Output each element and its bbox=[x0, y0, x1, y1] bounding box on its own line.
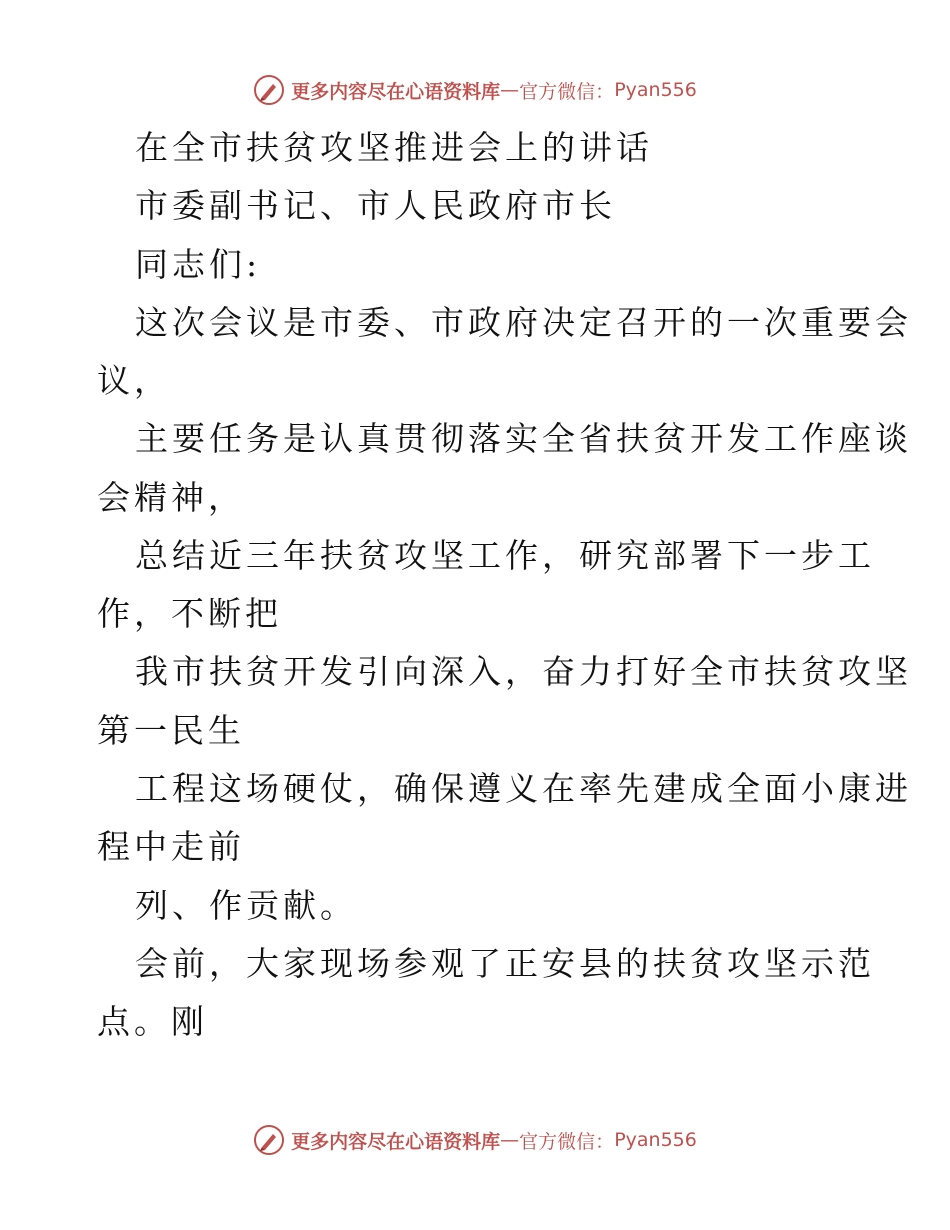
document-line: 这次会议是市委、市政府决定召开的一次重要会 bbox=[135, 303, 912, 342]
document-line: 点。刚 bbox=[97, 1002, 208, 1041]
pen-logo-icon bbox=[253, 1124, 285, 1156]
banner-separator: — bbox=[500, 1129, 520, 1151]
document-line: 会前，大家现场参观了正安县的扶贫攻坚示范 bbox=[135, 944, 875, 983]
footer-banner bbox=[0, 1120, 950, 1160]
banner-wechat-id: Pyan556 bbox=[614, 79, 697, 101]
document-line: 会精神， bbox=[97, 478, 245, 517]
banner-separator: — bbox=[500, 79, 520, 101]
document-line: 总结近三年扶贫攻坚工作，研究部署下一步工 bbox=[135, 536, 875, 575]
banner-brand-text: 更多内容尽在心语资料库 bbox=[291, 1130, 501, 1153]
document-line: 第一民生 bbox=[97, 711, 245, 750]
document-author: 市委副书记、市人民政府市长 bbox=[135, 186, 616, 225]
document-line: 列、作贡献。 bbox=[135, 886, 357, 925]
banner-wechat-label: 官方微信： bbox=[519, 1130, 615, 1153]
document-line: 程中走前 bbox=[97, 827, 245, 866]
banner-wechat-id: Pyan556 bbox=[614, 1129, 697, 1151]
banner-wechat-label: 官方微信： bbox=[519, 80, 615, 103]
document-line: 我市扶贫开发引向深入，奋力打好全市扶贫攻坚 bbox=[135, 652, 912, 691]
document-line: 议， bbox=[97, 361, 171, 400]
document-salutation: 同志们: bbox=[135, 245, 262, 284]
document-line: 工程这场硬仗，确保遵义在率先建成全面小康进 bbox=[135, 769, 912, 808]
document-title: 在全市扶贫攻坚推进会上的讲话 bbox=[135, 128, 653, 167]
document-line: 作，不断把 bbox=[97, 594, 282, 633]
document-line: 主要任务是认真贯彻落实全省扶贫开发工作座谈 bbox=[135, 419, 912, 458]
banner-brand-text: 更多内容尽在心语资料库 bbox=[291, 80, 501, 103]
